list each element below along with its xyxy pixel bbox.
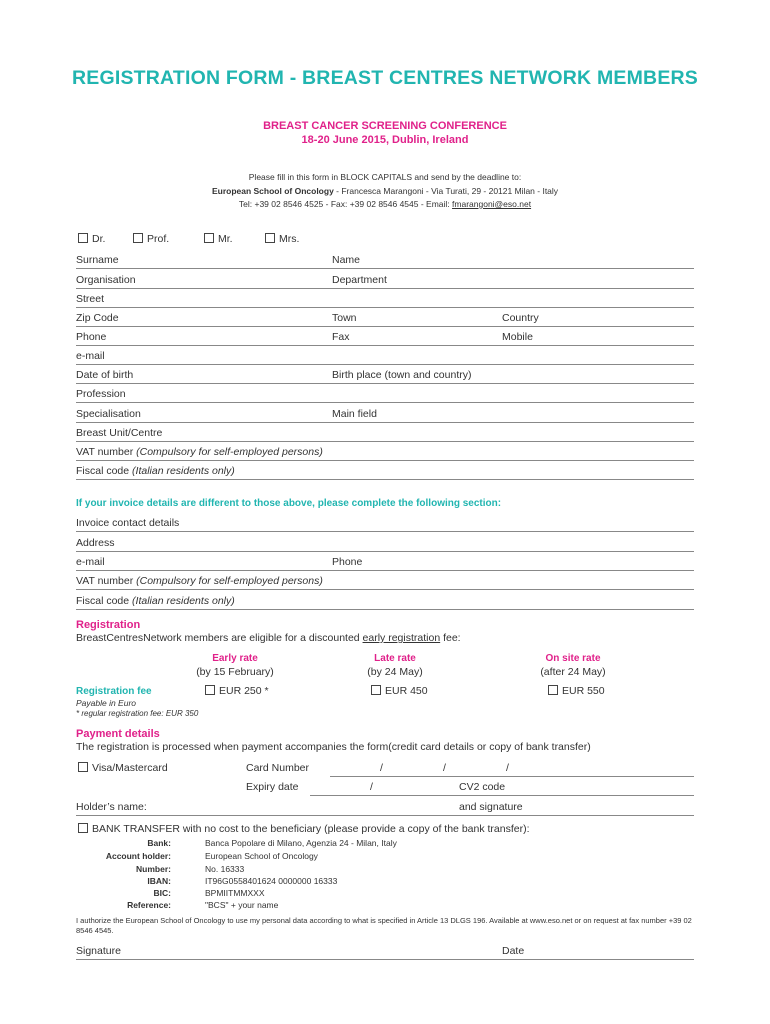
- holder-input-line[interactable]: [76, 815, 694, 816]
- reference-value: "BCS" + your name: [205, 900, 279, 910]
- vat-text: VAT number: [76, 446, 137, 458]
- payment-heading: Payment details: [76, 728, 160, 740]
- invoice-vat-input-line[interactable]: [76, 589, 694, 590]
- visa-option[interactable]: [78, 762, 168, 774]
- title-label: Prof.: [147, 233, 170, 245]
- phone-label: Phone: [76, 331, 107, 343]
- checkbox[interactable]: [78, 823, 88, 833]
- registration-intro-text: BreastCentresNetwork members are eligible for a discounted: [76, 632, 363, 644]
- town-label: Town: [332, 312, 357, 324]
- number-value: No. 16333: [205, 864, 245, 874]
- signature-label: Signature: [76, 945, 121, 957]
- invoice-fiscal-label: [76, 595, 235, 607]
- iban-label: IBAN:: [147, 876, 171, 886]
- email-input-line[interactable]: [76, 364, 694, 365]
- specialisation-label: Specialisation: [76, 408, 141, 420]
- payment-intro: The registration is processed when payment accompanies the form(credit card details or copy of bank transfer): [76, 741, 591, 753]
- dob-input-line[interactable]: [76, 383, 694, 384]
- bank-value: Banca Popolare di Milano, Agenzia 24 - Milan, Italy: [205, 838, 397, 848]
- conference-dates: 18-20 June 2015, Dublin, Ireland: [301, 134, 469, 146]
- mainfield-label: Main field: [332, 408, 377, 420]
- signature-input-line[interactable]: [76, 959, 694, 960]
- signature-card-label: and signature: [459, 801, 523, 813]
- org-address: - Francesca Marangoni - Via Turati, 29 - 20121 Milan - Italy: [333, 186, 559, 196]
- surname-input-line[interactable]: [76, 268, 694, 269]
- registration-heading: Registration: [76, 619, 141, 631]
- bic-label: BIC:: [153, 888, 171, 898]
- iban-value: IT96G0558401624 0000000 16333: [205, 876, 338, 886]
- card-slash-2: /: [443, 762, 446, 774]
- date-label: Date: [502, 945, 525, 957]
- checkbox[interactable]: [548, 685, 558, 695]
- fiscal-label: [76, 465, 235, 477]
- consent-text: I authorize the European School of Oncology to use my personal data according to what is specified in Article 13 DLGS 196. Available at www.eso.net or on request at fax number +39 02 8546 4545.: [76, 916, 692, 935]
- org-name: European School of Oncology: [211, 186, 334, 196]
- mobile-label: Mobile: [502, 331, 533, 343]
- early-rate-fee: EUR 250 *: [219, 685, 269, 697]
- vat-input-line[interactable]: [76, 460, 694, 461]
- invoice-address-input-line[interactable]: [76, 551, 694, 552]
- conference-name: BREAST CANCER SCREENING CONFERENCE: [263, 120, 507, 132]
- late-rate-fee: EUR 450: [385, 685, 428, 697]
- email-label: e-mail: [76, 350, 105, 362]
- vat-label: [76, 446, 323, 458]
- early-rate-name: Early rate: [212, 653, 258, 664]
- surname-label: Surname: [76, 254, 119, 266]
- checkbox[interactable]: [371, 685, 381, 695]
- checkbox[interactable]: [78, 762, 88, 772]
- invoice-vat-text: VAT number: [76, 575, 137, 587]
- invoice-fiscal-input-line[interactable]: [76, 609, 694, 610]
- department-label: Department: [332, 274, 387, 286]
- unit-input-line[interactable]: [76, 441, 694, 442]
- card-number-label: Card Number: [246, 762, 310, 774]
- invoice-email-label: e-mail: [76, 556, 105, 568]
- title-mrs[interactable]: [265, 233, 299, 245]
- fiscal-text: Fiscal code: [76, 465, 133, 477]
- early-rate-option[interactable]: [205, 685, 269, 697]
- title-prof[interactable]: [133, 233, 169, 245]
- title-dr[interactable]: [78, 233, 105, 245]
- profession-label: Profession: [76, 388, 126, 400]
- title-label: Mr.: [218, 233, 233, 245]
- checkbox[interactable]: [265, 233, 275, 243]
- title-mr[interactable]: [204, 233, 233, 245]
- expiry-label: Expiry date: [246, 781, 299, 793]
- organisation-input-line[interactable]: [76, 288, 694, 289]
- bic-value: BPMIITMMXXX: [205, 888, 265, 898]
- invoice-address-label: Address: [76, 537, 115, 549]
- holder-label: Holder’s name:: [76, 801, 147, 813]
- dob-label: Date of birth: [76, 369, 134, 381]
- regular-fee-note: * regular registration fee: EUR 350: [76, 709, 199, 718]
- specialisation-input-line[interactable]: [76, 422, 694, 423]
- invoice-contact-input-line[interactable]: [76, 531, 694, 532]
- late-rate-name: Late rate: [374, 653, 416, 664]
- registration-fee-label: Registration fee: [76, 686, 152, 697]
- onsite-rate-name: On site rate: [545, 653, 601, 664]
- birthplace-label: Birth place (town and country): [332, 369, 472, 381]
- profession-input-line[interactable]: [76, 402, 694, 403]
- name-label: Name: [332, 254, 361, 266]
- invoice-phone-label: Phone: [332, 556, 363, 568]
- organisation-label: Organisation: [76, 274, 136, 286]
- invoice-fiscal-note: (Italian residents only): [132, 595, 235, 607]
- registration-intro: [76, 632, 461, 644]
- invoice-heading: If your invoice details are different to those above, please complete the following section:: [76, 498, 502, 509]
- expiry-input-line[interactable]: [310, 795, 694, 796]
- account-holder-label: Account holder:: [105, 851, 171, 861]
- late-rate-option[interactable]: [371, 685, 428, 697]
- contact-phones: Tel: +39 02 8546 4525 - Fax: +39 02 8546 4545 - Email:: [238, 199, 453, 209]
- checkbox[interactable]: [133, 233, 143, 243]
- country-label: Country: [502, 312, 539, 324]
- cv2-label: CV2 code: [459, 781, 506, 793]
- reference-label: Reference:: [127, 900, 171, 910]
- card-slash-1: /: [380, 762, 383, 774]
- early-rate-when: (by 15 February): [196, 666, 274, 678]
- number-label: Number:: [136, 864, 171, 874]
- bank-label: Bank:: [147, 838, 171, 848]
- card-slash-3: /: [506, 762, 509, 774]
- payable-note: Payable in Euro: [76, 698, 137, 708]
- vat-note: (Compulsory for self-employed persons): [136, 446, 323, 458]
- account-holder-value: European School of Oncology: [205, 851, 318, 861]
- contact-line: [0, 199, 770, 209]
- onsite-rate-when: (after 24 May): [540, 666, 606, 678]
- zip-input-line[interactable]: [76, 326, 694, 327]
- expiry-slash: /: [370, 781, 373, 793]
- page-title: REGISTRATION FORM - BREAST CENTRES NETWORK MEMBERS: [71, 67, 699, 89]
- title-label: Mrs.: [279, 233, 300, 245]
- instructions: Please fill in this form in BLOCK CAPITALS and send by the deadline to:: [248, 172, 522, 182]
- fiscal-input-line[interactable]: [76, 479, 694, 480]
- email-link[interactable]: fmarangoni@eso.net: [452, 199, 532, 209]
- street-label: Street: [76, 293, 105, 305]
- checkbox[interactable]: [204, 233, 214, 243]
- onsite-rate-fee: EUR 550: [562, 685, 605, 697]
- visa-label: Visa/Mastercard: [92, 762, 168, 774]
- card-number-input-line[interactable]: [330, 776, 694, 777]
- late-rate-when: (by 24 May): [367, 666, 423, 678]
- bank-transfer-option[interactable]: [78, 823, 530, 835]
- fiscal-note: (Italian residents only): [132, 465, 235, 477]
- bank-transfer-label: BANK TRANSFER with no cost to the beneficiary (please provide a copy of the bank transfer):: [92, 823, 530, 835]
- phone-input-line[interactable]: [76, 345, 694, 346]
- checkbox[interactable]: [78, 233, 88, 243]
- invoice-contact-label: Invoice contact details: [76, 517, 180, 529]
- checkbox[interactable]: [205, 685, 215, 695]
- address-line: [0, 186, 770, 196]
- invoice-email-input-line[interactable]: [76, 570, 694, 571]
- registration-intro-end: fee:: [440, 632, 461, 644]
- zip-label: Zip Code: [76, 312, 119, 324]
- invoice-vat-note: (Compulsory for self-employed persons): [136, 575, 323, 587]
- early-registration-link: early registration: [362, 632, 441, 644]
- onsite-rate-option[interactable]: [548, 685, 605, 697]
- fax-label: Fax: [332, 331, 350, 343]
- unit-label: Breast Unit/Centre: [76, 427, 163, 439]
- title-label: Dr.: [92, 233, 106, 245]
- invoice-vat-label: [76, 575, 323, 587]
- street-input-line[interactable]: [76, 307, 694, 308]
- invoice-fiscal-text: Fiscal code: [76, 595, 133, 607]
